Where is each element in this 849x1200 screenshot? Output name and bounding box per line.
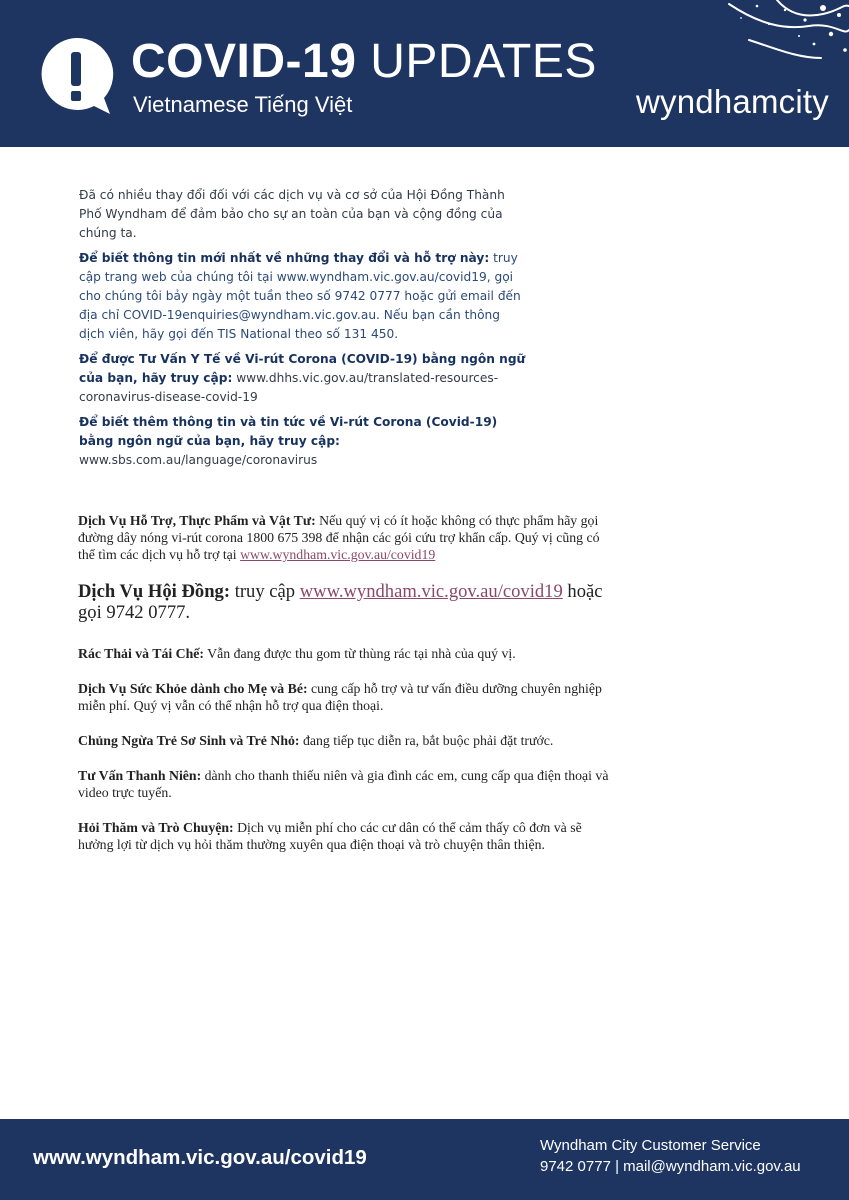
page-subtitle: Vietnamese Tiếng Việt [133, 92, 353, 117]
customer-service-contact: 9742 0777 | mail@wyndham.vic.gov.au [540, 1158, 801, 1175]
brand-logo: wyndhamcity [636, 83, 829, 120]
news-label: Để biết thêm thông tin và tin tức về Vi-rút Corona (Covid-19) bằng ngôn ngữ của bạn, hãy truy cập: [79, 415, 498, 448]
council-text-pre: truy cập [230, 581, 300, 602]
info-label: Để biết thông tin mới nhất về những thay đổi và hỗ trợ này: [79, 251, 490, 265]
council-text-post: hoặc gọi 9742 0777. [78, 581, 603, 623]
intro-lead: Đã có nhiều thay đổi đối với các dịch vụ và cơ sở của Hội Đồng Thành Phố Wyndham để đảm bảo cho sự an toàn của bạn và cộng đồng của chúng ta. [79, 188, 505, 240]
waste-label: Rác Thải và Tái Chế: [78, 646, 204, 661]
intro-section [79, 186, 529, 476]
maternal-paragraph [78, 680, 618, 714]
customer-service-title: Wyndham City Customer Service [540, 1137, 761, 1154]
immunisation-label: Chủng Ngừa Trẻ Sơ Sinh và Trẻ Nhỏ: [78, 733, 300, 748]
support-link[interactable]: www.wyndham.vic.gov.au/covid19 [240, 547, 436, 562]
visiting-text: Dịch vụ miễn phí cho các cư dân có thể cảm thấy cô đơn và sẽ hưởng lợi từ dịch vụ hỏi thăm thường xuyên qua điện thoại và trò chuyện thân thiện. [78, 820, 582, 852]
title-bold: COVID-19 [131, 35, 357, 88]
services-section [78, 512, 618, 871]
youth-paragraph [78, 767, 618, 801]
decorative-art [609, 0, 849, 70]
council-paragraph [78, 581, 618, 623]
health-text: www.dhhs.vic.gov.au/translated-resources-coronavirus-disease-covid-19 [79, 371, 499, 404]
youth-text: dành cho thanh thiếu niên và gia đình các em, cung cấp qua điện thoại và video trực tuyến. [78, 768, 609, 800]
council-link[interactable]: www.wyndham.vic.gov.au/covid19 [299, 581, 563, 602]
support-paragraph [78, 512, 618, 563]
support-label: Dịch Vụ Hỗ Trợ, Thực Phẩm và Vật Tư: [78, 513, 316, 528]
info-paragraph [79, 249, 529, 344]
immunisation-paragraph [78, 732, 618, 749]
immunisation-text: đang tiếp tục diễn ra, bắt buộc phải đặt trước. [299, 733, 554, 748]
maternal-text: cung cấp hỗ trợ và tư vấn điều dưỡng chuyên nghiệp miễn phí. Quý vị vẫn có thể nhận hỗ trợ qua điện thoại. [78, 681, 602, 713]
footer-banner [0, 1119, 849, 1200]
waste-text: Vẫn đang được thu gom từ thùng rác tại nhà của quý vị. [203, 646, 516, 661]
exclamation-speech-bubble-icon [36, 36, 116, 116]
health-paragraph [79, 350, 529, 407]
council-label: Dịch Vụ Hội Đồng: [78, 581, 231, 602]
youth-label: Tư Vấn Thanh Niên: [78, 768, 202, 783]
maternal-label: Dịch Vụ Sức Khỏe dành cho Mẹ và Bé: [78, 681, 308, 696]
visiting-paragraph [78, 819, 618, 853]
support-text: Nếu quý vị có ít hoặc không có thực phẩm hãy gọi đường dây nóng vi-rút corona 1800 675 398 để nhận các gói cứu trợ khẩn cấp. Quý vị cũng có thể tìm các dịch vụ hỗ trợ tại [78, 513, 600, 562]
title-light: UPDATES [370, 35, 597, 88]
waste-paragraph [78, 645, 618, 662]
visiting-label: Hỏi Thăm và Trò Chuyện: [78, 820, 234, 835]
news-text: www.sbs.com.au/language/coronavirus [79, 453, 318, 467]
footer-url-link[interactable]: www.wyndham.vic.gov.au/covid19 [33, 1146, 367, 1169]
news-paragraph [79, 413, 529, 470]
info-text: truy cập trang web của chúng tôi tại www.wyndham.vic.gov.au/covid19, gọi cho chúng tôi bảy ngày một tuần theo số 9742 0777 hoặc gửi email đến địa chỉ COVID-19enquiries@wyndham.vic.gov.au. Nếu bạn cần thông dịch viên, hãy gọi đến TIS National theo số 131 450. [79, 251, 521, 341]
page-title [131, 34, 597, 90]
header-banner [0, 0, 849, 147]
health-label: Để được Tư Vấn Y Tế về Vi-rút Corona (COVID-19) bằng ngôn ngữ của bạn, hãy truy cập: [79, 352, 526, 385]
